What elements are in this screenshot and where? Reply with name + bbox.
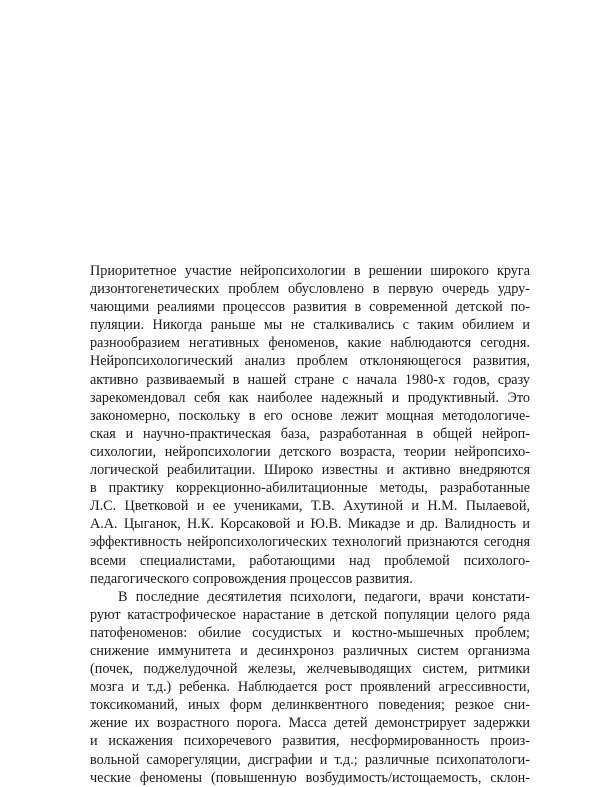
text-line: ская и научно-практическая база, разработанная в общей нейроп- [90, 425, 530, 442]
text-line: жение их возрастного порога. Масса детей демонстрирует задержки [90, 715, 530, 732]
text-line: А.А. Цыганок, Н.К. Корсаковой и Ю.В. Микадзе и др. Валидность и [90, 516, 530, 533]
text-line: Л.С. Цветковой и ее учениками, Т.В. Ахутиной и Н.М. Пылаевой, [90, 498, 530, 515]
text-line: Нейропсихологический анализ проблем отклоняющегося развития, [90, 353, 530, 370]
body-text [90, 262, 530, 787]
text-line: руют катастрофическое нарастание в детской популяции целого ряда [90, 606, 530, 623]
text-line: снижение иммунитета и десинхроноз различных систем организма [90, 642, 530, 659]
text-line: (почек, поджелудочной железы, желчевыводящих систем, ритмики [90, 661, 530, 678]
text-line: ческие феномены (повышенную возбудимость/истощаемость, склон- [90, 769, 530, 786]
text-line: всеми специалистами, работающими над проблемой психолого- [90, 552, 530, 569]
paragraph-2 [90, 588, 530, 787]
text-line: токсикоманий, иных форм делинквентного поведения; резкое сни- [90, 697, 530, 714]
text-line: чающими реалиями процессов развития в современной детской по- [90, 299, 530, 316]
text-line: закономерно, поскольку в его основе лежит мощная методологиче- [90, 407, 530, 424]
text-line: мозга и т.д.) ребенка. Наблюдается рост проявлений агрессивности, [90, 679, 530, 696]
text-line: и искажения психоречевого развития, несформированность произ- [90, 733, 530, 750]
text-line: Приоритетное участие нейропсихологии в решении широкого круга [90, 263, 530, 279]
text-line: В последние десятилетия психологи, педагоги, врачи констати- [118, 588, 530, 605]
text-line: разнообразием негативных феноменов, какие наблюдаются сегодня. [90, 335, 530, 352]
paragraph-1 [90, 262, 530, 588]
text-line: эффективность нейропсихологических технологий признаются сегодня [90, 534, 530, 551]
text-line: в практику коррекционно-абилитационные методы, разработанные [90, 480, 530, 497]
text-line: сихологии, нейропсихологии детского возраста, теории нейропсихо- [90, 443, 530, 460]
text-line: патофеноменов: обилие сосудистых и костно-мышечных проблем; [90, 624, 530, 641]
text-line: активно развиваемый в нашей стране с начала 1980-х годов, сразу [90, 371, 530, 388]
text-line: пуляции. Никогда раньше мы не сталкивались с таким обилием и [90, 317, 530, 334]
text-line: вольной саморегуляции, дисграфии и т.д.; различные психопатологи- [90, 751, 530, 768]
text-line: логической реабилитации. Широко известны и активно внедряются [90, 462, 530, 479]
text-line: дизонтогенетических проблем обусловлено в первую очередь удру- [90, 281, 530, 298]
text-line: зарекомендовал себя как наиболее надежный и продуктивный. Это [90, 389, 530, 406]
text-line: педагогического сопровождения процессов развития. [90, 570, 413, 587]
